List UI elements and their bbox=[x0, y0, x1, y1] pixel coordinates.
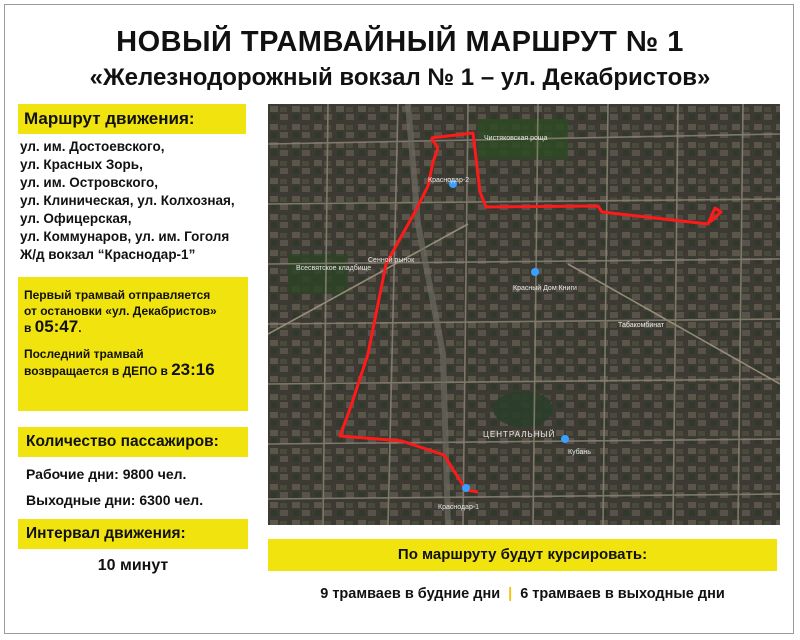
market-marker-icon bbox=[531, 268, 539, 276]
passengers-header: Количество пассажиров: bbox=[18, 427, 248, 457]
map-label-station-main: Краснодар-1 bbox=[438, 504, 480, 511]
main-station-marker-icon bbox=[462, 484, 470, 492]
passengers-weekday: Рабочие дни: 9800 чел. bbox=[26, 466, 187, 482]
trams-header: По маршруту будут курсировать: bbox=[268, 539, 777, 571]
first-tram-text-2: от остановки «ул. Декабристов» bbox=[24, 304, 217, 318]
trams-separator: | bbox=[508, 586, 513, 602]
map-label-station-north: Краснодар-2 bbox=[428, 177, 470, 184]
last-tram-text-1: Последний трамвай bbox=[24, 347, 144, 361]
map-label-cemetery: Всесвятское кладбище bbox=[296, 265, 372, 272]
route-street-list bbox=[20, 138, 270, 264]
route-street: ул. Клиническая, ул. Колхозная, bbox=[20, 193, 235, 208]
poster-title: НОВЫЙ ТРАМВАЙНЫЙ МАРШРУТ № 1 bbox=[116, 26, 684, 58]
passengers-weekend: Выходные дни: 6300 чел. bbox=[26, 492, 204, 508]
first-tram-time-line bbox=[24, 319, 242, 336]
trams-weekday: 9 трамваев в будние дни bbox=[320, 586, 501, 602]
map-label-market: Сенной рынок bbox=[368, 257, 415, 264]
route-street: ул. Коммунаров, ул. им. Гоголя bbox=[20, 229, 230, 244]
map-label-center: ЦЕНТРАЛЬНЫЙ bbox=[483, 430, 556, 439]
last-tram-text-2: возвращается в ДЕПО в bbox=[24, 364, 168, 378]
map-label-house: Красный Дом Книги bbox=[513, 285, 577, 292]
interval-value: 10 минут bbox=[97, 557, 169, 574]
map-label-tabak: Табакомбинат bbox=[618, 322, 665, 329]
route-street: ул. Офицерская, bbox=[20, 211, 132, 226]
trams-weekend: 6 трамваев в выходные дни bbox=[520, 586, 725, 602]
cemetery-area bbox=[288, 254, 348, 294]
last-tram-time-line bbox=[24, 362, 242, 379]
map-label-mall: Кубань bbox=[568, 449, 591, 456]
first-tram-text-1: Первый трамвай отправляется bbox=[24, 288, 211, 302]
route-header: Маршрут движения: bbox=[18, 104, 246, 134]
first-tram-suffix: . bbox=[78, 321, 82, 335]
central-park-area bbox=[493, 391, 553, 427]
map-label-park: Чистяковская роща bbox=[484, 135, 548, 142]
route-map bbox=[268, 104, 780, 525]
mall-marker-icon bbox=[561, 435, 569, 443]
last-tram-time: 23:16 bbox=[171, 360, 215, 379]
route-street: ул. Красных Зорь, bbox=[20, 157, 143, 172]
route-street: ул. им. Достоевского, bbox=[20, 139, 165, 154]
first-tram-time: 05:47 bbox=[34, 317, 79, 336]
first-tram-prefix: в bbox=[24, 321, 32, 335]
trams-count-line bbox=[268, 586, 777, 602]
route-street: ул. им. Островского, bbox=[20, 175, 159, 190]
interval-header: Интервал движения: bbox=[18, 519, 248, 549]
poster-subtitle: «Железнодорожный вокзал № 1 – ул. Декабристов» bbox=[89, 64, 711, 91]
schedule-box bbox=[18, 277, 248, 411]
route-street: Ж/д вокзал “Краснодар-1” bbox=[20, 247, 196, 262]
